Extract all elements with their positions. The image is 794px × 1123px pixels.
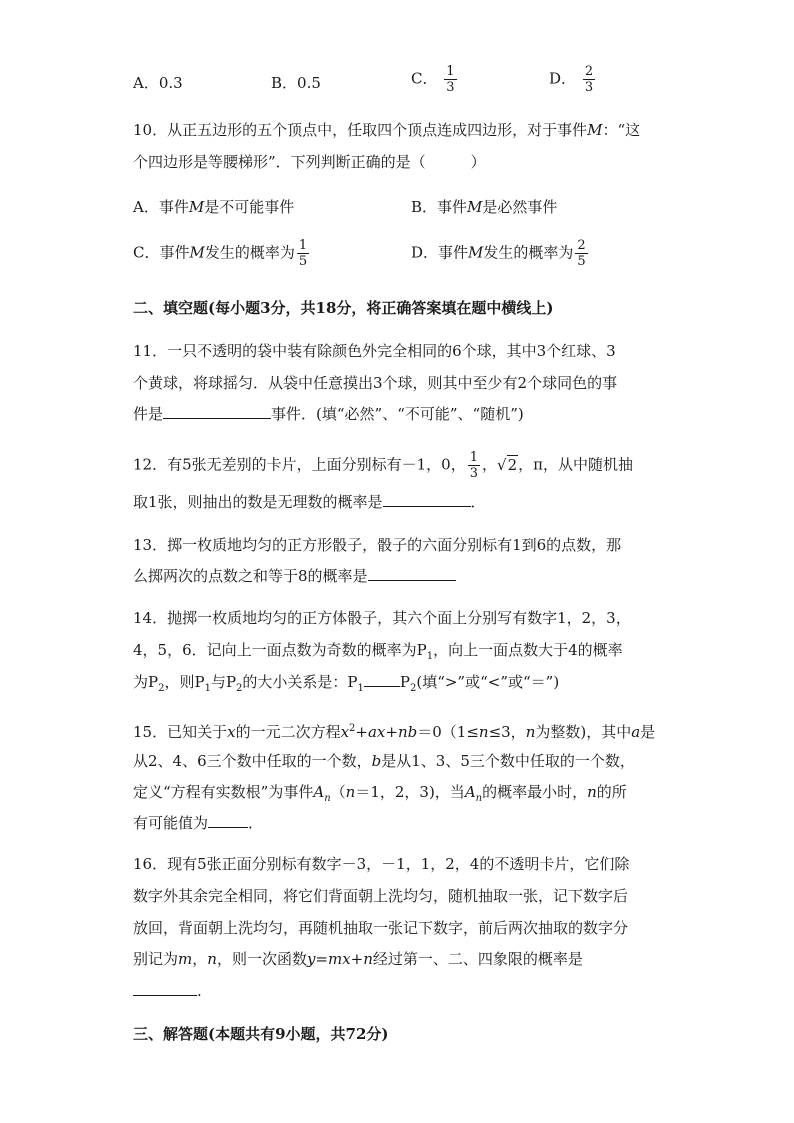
q9-option-d (549, 64, 597, 95)
q14-text: P (399, 673, 410, 691)
subscript: 1 (357, 683, 364, 694)
q11-line-1: 11．一只不透明的袋中装有除颜色外完全相同的6个球，其中3个红球、3 (133, 342, 616, 360)
q13-line-2 (133, 564, 456, 588)
q11-text: 事件．(填“必然”、“不可能”、“随机”) (271, 405, 524, 423)
option-variable: M (467, 198, 483, 216)
q12-line-1 (133, 450, 633, 481)
q10-text: 10．从正五边形的五个顶点中，任取四个顶点连成四边形，对于事件 (133, 121, 588, 139)
fraction-denominator: 3 (469, 466, 479, 481)
q10-text: ：“这 (602, 121, 641, 139)
fraction-denominator: 3 (446, 80, 455, 95)
q14-text: ，则P (164, 673, 205, 691)
q15-text: 为整数)，其中 (535, 723, 632, 741)
q15-variable: x (227, 723, 236, 741)
option-text: 发生的概率为 (204, 243, 295, 262)
q16-text: 别记为 (133, 950, 179, 968)
subscript: n (475, 793, 483, 804)
q9-option-b: B．0.5 (271, 74, 321, 92)
fraction-numerator: 1 (469, 450, 479, 465)
q16-variable: n (207, 950, 217, 968)
q11-text: 件是 (133, 405, 164, 423)
q12-text: ，π，从中随机抽 (518, 455, 633, 474)
q15-variable: b (371, 752, 382, 770)
q16-text: 经过第一、二、四象限的概率是 (372, 950, 583, 968)
q15-answer-blank[interactable] (208, 813, 248, 828)
q15-text: 定义“方程有实数根”为事件 (133, 783, 314, 801)
q15-text: ． (248, 814, 264, 832)
q15-line-2 (133, 749, 635, 773)
q9-option-a: A．0.3 (133, 74, 183, 92)
q16-line-1: 16．现有5张正面分别标有数字－3，－1，1，2，4的不透明卡片，它们除 (133, 855, 630, 873)
q12-answer-blank[interactable] (383, 492, 471, 507)
option-text: A．事件 (133, 198, 189, 216)
q14-answer-blank[interactable] (364, 672, 400, 687)
fraction-numerator: 2 (577, 238, 586, 253)
q10-option-c (133, 238, 311, 269)
q10-option-c-fraction (297, 238, 309, 269)
q14-text: ，向上一面点数大于4的概率 (433, 641, 623, 659)
q15-variable: a (631, 723, 641, 741)
q15-line-4 (133, 811, 263, 835)
q14-line-3 (133, 670, 559, 701)
sqrt-radicand: 2 (507, 455, 518, 474)
q16-text: ，则一次函数 (216, 950, 307, 968)
q12-text: 12．有5张无差别的卡片，上面分别标有－1，0， (133, 455, 466, 474)
q14-line-2 (133, 638, 623, 669)
q16-line-5 (133, 979, 202, 1003)
section-3-heading: 三、解答题(本题共有9小题，共72分) (133, 1025, 389, 1043)
option-text: 发生的概率为 (483, 243, 574, 262)
q13-text: 么掷两次的点数之和等于8的概率是 (133, 567, 368, 585)
q15-line-1 (133, 717, 655, 744)
q15-text: 的概率最小时， (482, 783, 588, 801)
option-variable: M (468, 243, 484, 262)
q14-text: (填“>”或“<”或“＝”) (416, 673, 560, 691)
option-text: D．事件 (411, 243, 469, 262)
q16-line-4 (133, 947, 583, 971)
q10-line-2: 个四边形是等腰梯形”．下列判断正确的是（ ） (133, 153, 486, 171)
q9-option-d-label: D． (549, 69, 577, 88)
q15-text: 是 (640, 723, 656, 741)
q15-variable: +ax+nb (355, 723, 418, 741)
option-text: 是不可能事件 (204, 198, 295, 216)
q9-option-c (411, 64, 459, 95)
q9-option-d-fraction (583, 64, 595, 95)
q15-text: 的一元二次方程 (235, 723, 341, 741)
q9-option-c-fraction (444, 64, 456, 95)
q15-text: （ (330, 783, 346, 801)
q13-line-1: 13．掷一枚质地均匀的正方形骰子，骰子的六面分别标有1到6的点数，那 (133, 536, 622, 554)
subscript: 1 (426, 651, 434, 662)
q15-text: ＝1，2，3)，当 (355, 783, 465, 801)
superscript: 2 (349, 723, 356, 734)
q12-line-2 (133, 490, 486, 514)
q15-text: 从2、4、6三个数中任取的一个数， (133, 752, 372, 770)
q15-line-3 (133, 780, 627, 811)
q15-text: ≤3， (488, 723, 526, 741)
q11-line-3 (133, 402, 524, 426)
fraction-denominator: 5 (298, 254, 308, 269)
q12-text: ． (470, 493, 486, 511)
q9-option-c-label: C． (411, 69, 438, 88)
fraction-denominator: 5 (577, 254, 586, 269)
option-variable: M (189, 243, 205, 262)
q16-text: ， (192, 950, 208, 968)
subscript: 2 (158, 683, 165, 694)
q15-variable: A (313, 783, 325, 801)
option-text: B．事件 (411, 198, 468, 216)
option-text: C．事件 (133, 243, 190, 262)
fraction-numerator: 1 (298, 238, 308, 253)
q15-variable: n (587, 783, 597, 801)
q10-line-1 (133, 118, 640, 142)
fraction-denominator: 3 (584, 80, 594, 95)
subscript: 2 (409, 683, 417, 694)
q10-option-d-fraction (575, 238, 587, 269)
q15-variable: n (525, 723, 536, 741)
q14-text: 的大小关系是：P (242, 673, 358, 691)
q16-answer-blank[interactable] (133, 981, 197, 996)
q15-text: ＝0（1≤ (417, 723, 479, 741)
fraction-numerator: 2 (584, 64, 594, 79)
q15-variable: x (340, 723, 350, 741)
q15-text: 的所 (596, 783, 627, 801)
q14-line-1: 14．抛掷一枚质地均匀的正方体骰子，其六个面上分别写有数字1，2，3， (133, 609, 631, 627)
q16-variable: m (178, 950, 193, 968)
q16-line-2: 数字外其余完全相同，将它们背面朝上洗均匀，随机抽取一张，记下数字后 (133, 887, 629, 905)
q15-text: 是从1、3、5三个数中任取的一个数， (381, 752, 635, 770)
q14-text: 4，5，6．记向上一面点数为奇数的概率为P (133, 641, 427, 659)
q15-variable: A (464, 783, 476, 801)
q13-answer-blank[interactable] (368, 566, 456, 581)
q10-variable: M (587, 121, 603, 139)
q15-text: 15．已知关于 (133, 723, 228, 741)
option-variable: M (188, 198, 205, 216)
q11-line-2: 个黄球，将球摇匀．从袋中任意摸出3个球，则其中至少有2个球同色的事 (133, 374, 618, 392)
subscript: 2 (236, 683, 243, 694)
q15-text: 有可能值为 (133, 814, 209, 832)
section-2-heading: 二、填空题(每小题3分，共18分，将正确答案填在题中横线上) (133, 299, 554, 317)
q16-text: . (197, 982, 202, 1000)
q10-option-a (133, 195, 294, 219)
q16-line-3: 放回，背面朝上洗均匀，再随机抽取一张记下数字，前后两次抽取的数字分 (133, 919, 629, 937)
q15-variable: n (345, 783, 356, 801)
q11-answer-blank[interactable] (163, 404, 271, 419)
option-text: 是必然事件 (482, 198, 558, 216)
q12-fraction (468, 450, 480, 481)
q12-sqrt: √2 (497, 455, 518, 474)
q12-text: ， (482, 455, 498, 474)
q16-function: y=mx+n (306, 950, 373, 968)
subscript: n (324, 793, 331, 804)
q14-text: 为P (133, 673, 159, 691)
q12-text: 取1张，则抽出的数是无理数的概率是 (133, 493, 383, 511)
q10-option-d (411, 238, 590, 269)
q15-variable: n (478, 723, 489, 741)
q10-option-b (411, 195, 557, 219)
fraction-numerator: 1 (446, 64, 455, 79)
q14-text: 与P (210, 673, 237, 691)
subscript: 1 (204, 683, 211, 694)
